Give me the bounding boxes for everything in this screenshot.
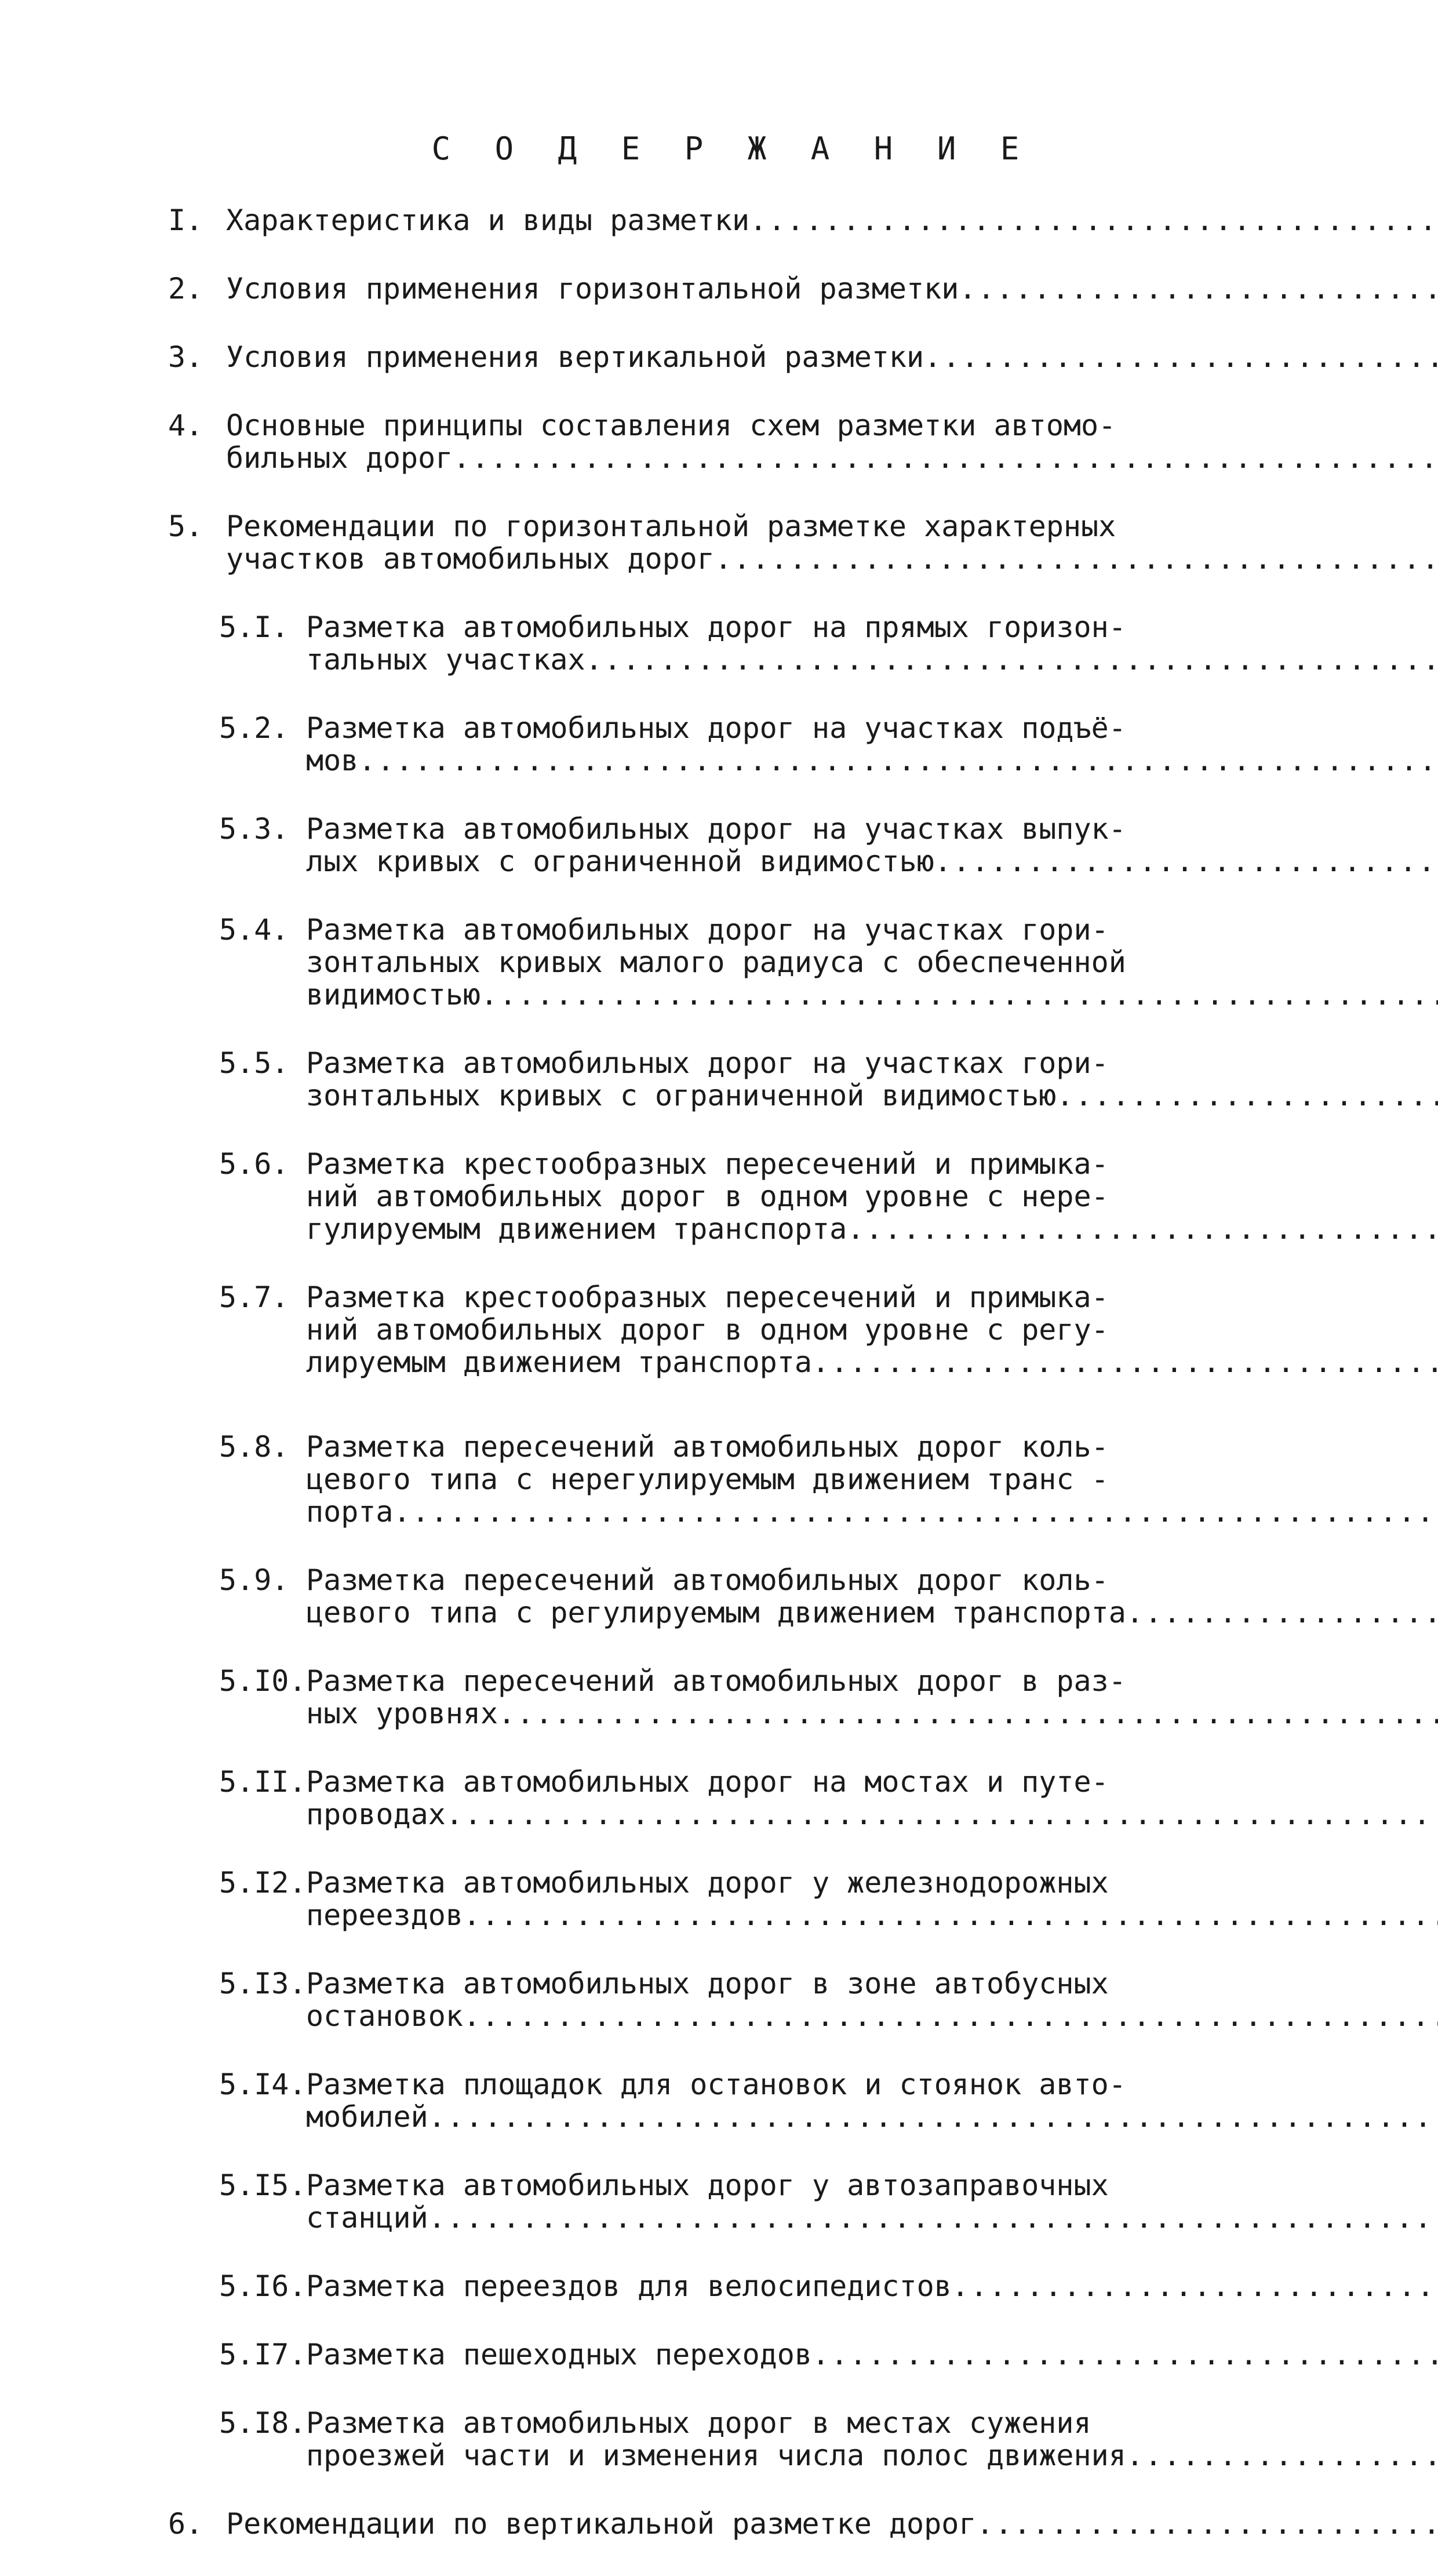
- toc-entry-last-line: [226, 442, 1438, 474]
- toc-entry: [219, 2270, 1206, 2302]
- toc-entry-text: [306, 712, 1438, 777]
- dot-leader: [585, 643, 1438, 676]
- toc-entry: [168, 510, 1206, 575]
- toc-entry-last-line: [226, 2508, 1438, 2540]
- toc-entry-last-line: [306, 1899, 1438, 1931]
- toc-entry-number: 6.: [168, 2507, 203, 2541]
- toc-entry-text: [226, 341, 1438, 373]
- toc-entry: [219, 1281, 1206, 1378]
- dot-leader: [934, 845, 1438, 878]
- toc-entry-line: ний автомобильных дорог в одном уровне с нере-: [306, 1180, 1109, 1213]
- toc-entry-last-line: [306, 2202, 1438, 2234]
- toc-entry-line: Разметка автомобильных дорог на участках гори-: [306, 1046, 1109, 1080]
- toc-entry-line: Разметка площадок для остановок и стоянок авто-: [306, 2068, 1126, 2101]
- toc-entry-line: зонтальных кривых малого радиуса с обеспеченной: [306, 945, 1126, 979]
- toc-entry-text: [306, 1281, 1438, 1378]
- toc-entry-line: Разметка пересечений автомобильных дорог коль-: [306, 1563, 1109, 1597]
- toc-entry-line: Разметка крестообразных пересечений и примыка-: [306, 1280, 1109, 1314]
- toc-entry-last-line: [306, 643, 1438, 676]
- toc-entry-line: Разметка автомобильных дорог на прямых горизон-: [306, 610, 1126, 644]
- toc-entry-last-line: [306, 2439, 1438, 2472]
- toc-entry-number: 5.3.: [219, 812, 289, 846]
- table-of-contents: [168, 204, 1206, 2576]
- toc-entry-line: Разметка автомобильных дорог на участках подъё-: [306, 711, 1126, 745]
- toc-entry: [219, 1866, 1206, 1931]
- toc-entry-last-line: [306, 1596, 1438, 1629]
- dot-leader: [976, 2508, 1438, 2540]
- toc-entry-line: Условия применения вертикальной разметки: [226, 340, 924, 374]
- toc-entry-text: [306, 813, 1438, 878]
- toc-entry-number: 5.I7.: [219, 2338, 307, 2371]
- dot-leader: [463, 2000, 1438, 2032]
- dot-leader: [1126, 1596, 1438, 1629]
- toc-entry: [219, 712, 1206, 777]
- toc-entry-line: лых кривых с ограниченной видимостью: [306, 845, 934, 878]
- toc-entry-last-line: [226, 341, 1438, 373]
- dot-leader: [952, 2270, 1438, 2302]
- dot-leader: [394, 1496, 1438, 1528]
- dot-leader: [453, 442, 1438, 474]
- toc-entry: [219, 1766, 1206, 1831]
- toc-entry-line: Разметка пересечений автомобильных дорог коль-: [306, 1430, 1109, 1464]
- toc-entry-text: [306, 2407, 1438, 2472]
- toc-entry-number: 5.I3.: [219, 1967, 307, 2000]
- toc-entry-text: [306, 914, 1438, 1011]
- toc-entry-line: остановок: [306, 1999, 463, 2033]
- toc-entry-text: [306, 1967, 1438, 2032]
- toc-entry-number: 5.2.: [219, 711, 289, 745]
- toc-entry-line: ний автомобильных дорог в одном уровне с регу-: [306, 1313, 1109, 1347]
- toc-entry-number: 5.5.: [219, 1046, 289, 1080]
- dot-leader: [847, 1213, 1438, 1245]
- toc-entry-last-line: [226, 204, 1438, 237]
- toc-entry-last-line: [306, 1697, 1438, 1730]
- toc-entry: [219, 914, 1206, 1011]
- dot-leader: [428, 2101, 1438, 2133]
- toc-entry-number: 5.4.: [219, 913, 289, 947]
- toc-entry-number: 5.II.: [219, 1765, 307, 1799]
- dot-leader: [1126, 2439, 1438, 2472]
- dot-leader: [463, 1899, 1438, 1931]
- toc-entry-text: [306, 611, 1438, 676]
- toc-entry: [219, 813, 1206, 878]
- toc-entry-text: [306, 2068, 1438, 2133]
- toc-entry-line: Разметка переездов для велосипедистов: [306, 2269, 952, 2303]
- toc-entry-line: проводах: [306, 1798, 446, 1831]
- toc-entry-last-line: [306, 2101, 1438, 2133]
- toc-entry-number: 2.: [168, 272, 203, 305]
- dot-leader: [812, 2338, 1438, 2371]
- dot-leader: [446, 1798, 1438, 1831]
- toc-entry-line: Разметка крестообразных пересечений и примыка-: [306, 1147, 1109, 1181]
- toc-entry: [168, 204, 1206, 237]
- toc-entry-last-line: [306, 744, 1438, 777]
- toc-entry-number: I.: [168, 203, 203, 237]
- toc-entry: [168, 409, 1206, 474]
- dot-leader: [812, 1346, 1438, 1378]
- toc-entry-line: мов: [306, 744, 359, 777]
- dot-leader: [924, 341, 1438, 373]
- page-title: С О Д Е Р Ж А Н И Е: [431, 130, 1032, 167]
- toc-entry: [219, 611, 1206, 676]
- toc-entry-number: 5.9.: [219, 1563, 289, 1597]
- toc-entry-line: Рекомендации по горизонтальной разметке характерных: [226, 510, 1116, 543]
- toc-entry: [219, 1967, 1206, 2032]
- toc-entry-number: 5.6.: [219, 1147, 289, 1181]
- toc-entry-line: Разметка автомобильных дорог у железнодорожных: [306, 1866, 1109, 1900]
- toc-entry-line: Рекомендации по вертикальной разметке дорог: [226, 2507, 977, 2541]
- toc-entry: [168, 272, 1206, 305]
- toc-entry-last-line: [306, 1798, 1438, 1831]
- toc-entry-last-line: [306, 1079, 1438, 1112]
- toc-entry: [219, 2338, 1206, 2371]
- toc-entry-text: [306, 1148, 1438, 1245]
- toc-entry-text: [306, 1766, 1438, 1831]
- toc-entry-text: [226, 204, 1438, 237]
- toc-entry: [219, 1148, 1206, 1245]
- toc-entry: [219, 1047, 1206, 1112]
- toc-entry-line: переездов: [306, 1898, 463, 1932]
- toc-entry-line: Разметка автомобильных дорог на мостах и путе-: [306, 1765, 1109, 1799]
- toc-entry-last-line: [306, 1496, 1438, 1528]
- toc-entry-last-line: [226, 543, 1438, 575]
- toc-entry-line: бильных дорог: [226, 441, 453, 475]
- toc-entry-last-line: [226, 272, 1438, 305]
- toc-entry-line: Разметка автомобильных дорог в местах сужения: [306, 2406, 1091, 2440]
- toc-entry-number: 5.I5.: [219, 2169, 307, 2202]
- toc-entry-line: Разметка пешеходных переходов: [306, 2338, 812, 2371]
- toc-entry-text: [226, 2508, 1438, 2540]
- dot-leader: [959, 272, 1438, 305]
- toc-entry-line: Разметка автомобильных дорог в зоне автобусных: [306, 1967, 1109, 2000]
- toc-entry-line: ных уровнях: [306, 1697, 498, 1730]
- toc-entry-line: Разметка автомобильных дорог у автозаправочных: [306, 2169, 1109, 2202]
- toc-entry: [219, 1665, 1206, 1730]
- toc-entry: [168, 341, 1206, 373]
- toc-entry-text: [306, 1564, 1438, 1629]
- toc-entry: [219, 1564, 1206, 1629]
- toc-entry-text: [226, 409, 1438, 474]
- toc-entry-line: Разметка автомобильных дорог на участках гори-: [306, 913, 1109, 947]
- toc-entry-text: [306, 1866, 1438, 1931]
- toc-entry-text: [226, 272, 1438, 305]
- toc-entry-number: 5.: [168, 510, 203, 543]
- dot-leader: [428, 2202, 1438, 2234]
- toc-entry-number: 5.I2.: [219, 1866, 307, 1900]
- toc-entry-text: [306, 2338, 1438, 2371]
- toc-entry-line: Условия применения горизонтальной разметки: [226, 272, 959, 305]
- toc-entry-last-line: [306, 845, 1438, 878]
- toc-entry-number: 3.: [168, 340, 203, 374]
- dot-leader: [358, 744, 1438, 777]
- toc-entry-text: [306, 1431, 1438, 1528]
- toc-entry-number: 5.8.: [219, 1430, 289, 1464]
- toc-entry-line: зонтальных кривых с ограниченной видимостью: [306, 1079, 1057, 1112]
- toc-entry-text: [306, 1665, 1438, 1730]
- toc-entry: [219, 2407, 1206, 2472]
- dot-leader: [715, 543, 1438, 575]
- toc-entry-line: Характеристика и виды разметки: [226, 203, 750, 237]
- toc-entry-line: тальных участках: [306, 643, 585, 676]
- toc-entry-number: 5.I4.: [219, 2068, 307, 2101]
- toc-entry-last-line: [306, 1213, 1438, 1245]
- toc-entry: [219, 2169, 1206, 2234]
- toc-entry-line: цевого типа с регулируемым движением транспорта: [306, 1596, 1126, 1629]
- toc-entry-number: 5.I6.: [219, 2269, 307, 2303]
- toc-entry-number: 5.7.: [219, 1280, 289, 1314]
- toc-entry-last-line: [306, 2338, 1438, 2371]
- toc-entry-line: цевого типа с нерегулируемым движением транс -: [306, 1462, 1109, 1496]
- toc-entry-line: Разметка автомобильных дорог на участках выпук-: [306, 812, 1126, 846]
- toc-entry-text: [226, 510, 1438, 575]
- toc-entry-line: лируемым движением транспорта: [306, 1345, 812, 1379]
- toc-entry-last-line: [306, 978, 1438, 1011]
- toc-entry-number: 5.I0.: [219, 1664, 307, 1698]
- toc-entry-line: Разметка пересечений автомобильных дорог в раз-: [306, 1664, 1126, 1698]
- toc-entry-last-line: [306, 2000, 1438, 2032]
- toc-entry: [168, 2508, 1206, 2540]
- toc-entry-line: проезжей части и изменения числа полос движения: [306, 2439, 1126, 2472]
- toc-entry-text: [306, 2270, 1438, 2302]
- toc-entry: [219, 1431, 1206, 1528]
- toc-entry: [219, 2068, 1206, 2133]
- dot-leader: [480, 978, 1438, 1011]
- toc-entry-line: участков автомобильных дорог: [226, 542, 715, 576]
- toc-entry-number: 4.: [168, 409, 203, 442]
- toc-entry-line: гулируемым движением транспорта: [306, 1212, 847, 1246]
- dot-leader: [1056, 1079, 1438, 1112]
- toc-entry-line: порта: [306, 1495, 394, 1529]
- toc-entry-line: Основные принципы составления схем разметки автомо-: [226, 409, 1116, 442]
- dot-leader: [498, 1697, 1438, 1730]
- toc-entry-last-line: [306, 1346, 1438, 1378]
- dot-leader: [749, 204, 1438, 237]
- toc-entry-line: видимостью: [306, 978, 481, 1012]
- toc-entry-number: 5.I8.: [219, 2406, 307, 2440]
- toc-entry-text: [306, 2169, 1438, 2234]
- toc-entry-line: мобилей: [306, 2100, 428, 2134]
- toc-entry-number: 5.I.: [219, 610, 289, 644]
- toc-entry-text: [306, 1047, 1438, 1112]
- toc-entry-last-line: [306, 2270, 1438, 2302]
- toc-entry-line: станций: [306, 2201, 428, 2235]
